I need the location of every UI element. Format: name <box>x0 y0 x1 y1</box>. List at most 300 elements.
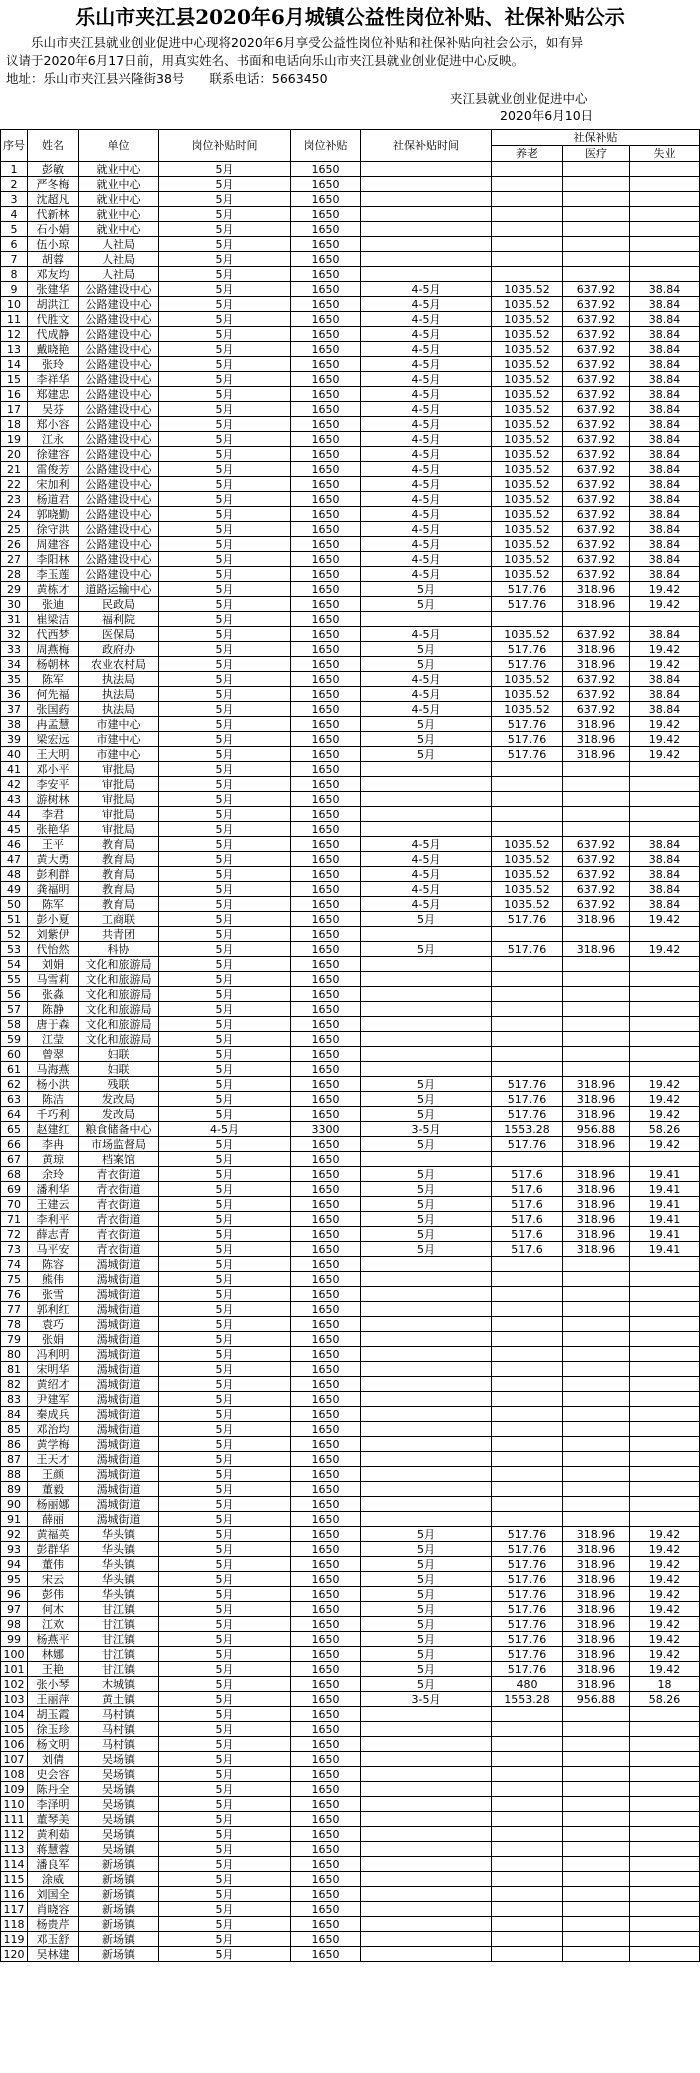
cell-pension <box>492 1752 563 1767</box>
cell-ss-time: 5月 <box>361 1677 492 1692</box>
cell-unit: 公路建设中心 <box>79 282 159 297</box>
cell-seq: 5 <box>1 222 28 237</box>
cell-unit: 就业中心 <box>79 192 159 207</box>
cell-post-time: 5月 <box>159 1182 291 1197</box>
header-unemployment: 失业 <box>630 146 700 162</box>
table-row <box>1 657 700 672</box>
cell-name: 邓治均 <box>28 1422 79 1437</box>
cell-unemployment: 38.84 <box>630 432 700 447</box>
cell-ss-time <box>361 1317 492 1332</box>
cell-ss-time: 4-5月 <box>361 432 492 447</box>
table-row <box>1 1542 700 1557</box>
cell-post-time: 5月 <box>159 792 291 807</box>
cell-medical: 318.96 <box>563 1527 630 1542</box>
cell-unemployment <box>630 1872 700 1887</box>
cell-post-subsidy: 1650 <box>291 162 361 177</box>
cell-pension: 517.76 <box>492 597 563 612</box>
cell-name: 李玉莲 <box>28 567 79 582</box>
cell-post-time: 5月 <box>159 1752 291 1767</box>
cell-post-subsidy: 1650 <box>291 1227 361 1242</box>
cell-medical: 637.92 <box>563 537 630 552</box>
table-row <box>1 1212 700 1227</box>
cell-ss-time <box>361 222 492 237</box>
cell-name: 张娟 <box>28 1332 79 1347</box>
cell-medical <box>563 1902 630 1917</box>
cell-pension: 517.76 <box>492 1107 563 1122</box>
cell-unit: 教育局 <box>79 852 159 867</box>
cell-seq: 98 <box>1 1617 28 1632</box>
cell-post-subsidy: 1650 <box>291 717 361 732</box>
cell-name: 马雪莉 <box>28 972 79 987</box>
cell-unit: 公路建设中心 <box>79 507 159 522</box>
cell-post-time: 5月 <box>159 1527 291 1542</box>
cell-medical: 318.96 <box>563 1242 630 1257</box>
cell-pension <box>492 252 563 267</box>
table-row <box>1 1227 700 1242</box>
cell-post-time: 5月 <box>159 1692 291 1707</box>
cell-post-time: 5月 <box>159 822 291 837</box>
cell-name: 涂威 <box>28 1872 79 1887</box>
cell-unemployment <box>630 1002 700 1017</box>
table-row <box>1 882 700 897</box>
cell-ss-time <box>361 807 492 822</box>
header-post-subsidy: 岗位补贴 <box>291 130 361 162</box>
cell-seq: 105 <box>1 1722 28 1737</box>
cell-seq: 33 <box>1 642 28 657</box>
cell-post-subsidy: 1650 <box>291 342 361 357</box>
cell-unemployment <box>630 1932 700 1947</box>
cell-name: 李阳林 <box>28 552 79 567</box>
cell-post-subsidy: 1650 <box>291 1707 361 1722</box>
cell-ss-time: 5月 <box>361 732 492 747</box>
cell-name: 陈军 <box>28 897 79 912</box>
cell-post-time: 5月 <box>159 537 291 552</box>
cell-unit: 漹城街道 <box>79 1377 159 1392</box>
cell-unemployment: 38.84 <box>630 552 700 567</box>
cell-seq: 73 <box>1 1242 28 1257</box>
cell-medical: 318.96 <box>563 1617 630 1632</box>
cell-pension: 517.76 <box>492 1632 563 1647</box>
cell-ss-time <box>361 1407 492 1422</box>
cell-seq: 32 <box>1 627 28 642</box>
cell-post-subsidy: 1650 <box>291 1422 361 1437</box>
cell-pension: 480 <box>492 1677 563 1692</box>
cell-medical <box>563 1332 630 1347</box>
cell-unemployment: 19.42 <box>630 1077 700 1092</box>
cell-pension: 517.6 <box>492 1167 563 1182</box>
cell-medical: 637.92 <box>563 282 630 297</box>
cell-post-time: 5月 <box>159 1512 291 1527</box>
cell-unit: 漹城街道 <box>79 1512 159 1527</box>
cell-pension <box>492 237 563 252</box>
cell-unit: 档案馆 <box>79 1152 159 1167</box>
cell-ss-time: 5月 <box>361 717 492 732</box>
cell-pension: 517.76 <box>492 732 563 747</box>
cell-post-time: 5月 <box>159 912 291 927</box>
cell-post-subsidy: 1650 <box>291 177 361 192</box>
cell-seq: 62 <box>1 1077 28 1092</box>
cell-post-subsidy: 1650 <box>291 1767 361 1782</box>
cell-post-time: 5月 <box>159 1017 291 1032</box>
cell-post-subsidy: 1650 <box>291 432 361 447</box>
cell-name: 王丽萍 <box>28 1692 79 1707</box>
table-row <box>1 1302 700 1317</box>
cell-seq: 11 <box>1 312 28 327</box>
cell-post-subsidy: 1650 <box>291 1512 361 1527</box>
cell-ss-time: 5月 <box>361 1077 492 1092</box>
table-row <box>1 1152 700 1167</box>
cell-unemployment: 58.26 <box>630 1122 700 1137</box>
cell-medical <box>563 1047 630 1062</box>
cell-unemployment: 38.84 <box>630 297 700 312</box>
cell-seq: 54 <box>1 957 28 972</box>
cell-unit: 华头镇 <box>79 1542 159 1557</box>
cell-ss-time <box>361 1437 492 1452</box>
cell-medical: 318.96 <box>563 732 630 747</box>
cell-post-subsidy: 1650 <box>291 582 361 597</box>
table-row <box>1 552 700 567</box>
cell-ss-time: 4-5月 <box>361 507 492 522</box>
cell-post-time: 5月 <box>159 1557 291 1572</box>
table-row <box>1 1437 700 1452</box>
cell-post-subsidy: 1650 <box>291 1752 361 1767</box>
cell-post-time: 5月 <box>159 927 291 942</box>
cell-unit: 华头镇 <box>79 1557 159 1572</box>
cell-post-subsidy: 1650 <box>291 1692 361 1707</box>
cell-medical <box>563 1017 630 1032</box>
header-post-time: 岗位补贴时间 <box>159 130 291 162</box>
cell-unit: 公路建设中心 <box>79 372 159 387</box>
cell-ss-time <box>361 1827 492 1842</box>
cell-pension: 517.76 <box>492 1092 563 1107</box>
cell-pension <box>492 1827 563 1842</box>
cell-seq: 30 <box>1 597 28 612</box>
table-row <box>1 582 700 597</box>
cell-post-subsidy: 1650 <box>291 1572 361 1587</box>
cell-pension: 1035.52 <box>492 672 563 687</box>
cell-unit: 青衣街道 <box>79 1212 159 1227</box>
header-pension: 养老 <box>492 146 563 162</box>
cell-medical <box>563 1842 630 1857</box>
cell-medical <box>563 972 630 987</box>
cell-post-subsidy: 1650 <box>291 252 361 267</box>
cell-post-time: 5月 <box>159 1707 291 1722</box>
cell-unit: 市建中心 <box>79 717 159 732</box>
cell-ss-time <box>361 987 492 1002</box>
cell-post-subsidy: 1650 <box>291 912 361 927</box>
cell-name: 黄学梅 <box>28 1437 79 1452</box>
cell-medical <box>563 1512 630 1527</box>
cell-seq: 60 <box>1 1047 28 1062</box>
cell-post-subsidy: 1650 <box>291 1092 361 1107</box>
cell-post-time: 5月 <box>159 1452 291 1467</box>
cell-seq: 90 <box>1 1497 28 1512</box>
table-row <box>1 642 700 657</box>
header-ss-subsidy: 社保补贴 <box>492 130 700 146</box>
cell-pension: 1035.52 <box>492 327 563 342</box>
cell-unemployment: 38.84 <box>630 507 700 522</box>
cell-name: 蒋慧蓉 <box>28 1842 79 1857</box>
cell-unit: 审批局 <box>79 777 159 792</box>
table-row <box>1 1317 700 1332</box>
cell-post-subsidy: 1650 <box>291 1047 361 1062</box>
cell-pension: 1035.52 <box>492 477 563 492</box>
cell-seq: 36 <box>1 687 28 702</box>
cell-pension: 1035.52 <box>492 342 563 357</box>
cell-post-time: 5月 <box>159 1842 291 1857</box>
cell-pension <box>492 177 563 192</box>
cell-medical <box>563 1887 630 1902</box>
cell-ss-time: 4-5月 <box>361 447 492 462</box>
cell-medical <box>563 1032 630 1047</box>
cell-name: 尹建军 <box>28 1392 79 1407</box>
cell-seq: 83 <box>1 1392 28 1407</box>
cell-name: 张迪 <box>28 597 79 612</box>
cell-name: 杨丽娜 <box>28 1497 79 1512</box>
cell-pension <box>492 822 563 837</box>
cell-post-subsidy: 1650 <box>291 702 361 717</box>
cell-post-subsidy: 1650 <box>291 1647 361 1662</box>
table-row <box>1 897 700 912</box>
cell-post-time: 5月 <box>159 1212 291 1227</box>
cell-ss-time: 5月 <box>361 1092 492 1107</box>
cell-medical: 956.88 <box>563 1692 630 1707</box>
cell-ss-time: 4-5月 <box>361 627 492 642</box>
cell-post-subsidy: 1650 <box>291 387 361 402</box>
table-row <box>1 1512 700 1527</box>
cell-pension: 517.76 <box>492 1662 563 1677</box>
cell-seq: 31 <box>1 612 28 627</box>
cell-medical <box>563 1257 630 1272</box>
table-row <box>1 1527 700 1542</box>
cell-name: 郑小容 <box>28 417 79 432</box>
cell-pension: 1035.52 <box>492 282 563 297</box>
cell-ss-time: 4-5月 <box>361 672 492 687</box>
cell-name: 潘良军 <box>28 1857 79 1872</box>
cell-seq: 113 <box>1 1842 28 1857</box>
cell-post-time: 5月 <box>159 762 291 777</box>
cell-post-subsidy: 1650 <box>291 1407 361 1422</box>
table-row <box>1 1062 700 1077</box>
cell-unit: 公路建设中心 <box>79 402 159 417</box>
cell-unit: 华头镇 <box>79 1587 159 1602</box>
cell-name: 唐于森 <box>28 1017 79 1032</box>
cell-post-time: 5月 <box>159 642 291 657</box>
cell-unit: 吴场镇 <box>79 1782 159 1797</box>
cell-post-time: 5月 <box>159 507 291 522</box>
cell-medical: 637.92 <box>563 342 630 357</box>
cell-seq: 112 <box>1 1827 28 1842</box>
cell-unit: 文化和旅游局 <box>79 1017 159 1032</box>
cell-pension <box>492 1482 563 1497</box>
cell-pension: 517.76 <box>492 1527 563 1542</box>
cell-medical: 318.96 <box>563 912 630 927</box>
cell-post-subsidy: 1650 <box>291 897 361 912</box>
cell-post-time: 5月 <box>159 852 291 867</box>
table-row <box>1 1167 700 1182</box>
cell-post-subsidy: 1650 <box>291 777 361 792</box>
cell-post-subsidy: 1650 <box>291 1902 361 1917</box>
cell-unemployment: 38.84 <box>630 537 700 552</box>
cell-seq: 27 <box>1 552 28 567</box>
cell-post-time: 5月 <box>159 207 291 222</box>
cell-unit: 公路建设中心 <box>79 357 159 372</box>
cell-unit: 吴场镇 <box>79 1812 159 1827</box>
cell-pension: 1035.52 <box>492 372 563 387</box>
cell-post-time: 5月 <box>159 597 291 612</box>
cell-unemployment <box>630 1047 700 1062</box>
cell-seq: 77 <box>1 1302 28 1317</box>
cell-pension: 517.76 <box>492 942 563 957</box>
cell-post-time: 5月 <box>159 462 291 477</box>
cell-post-subsidy: 1650 <box>291 1272 361 1287</box>
cell-name: 张雪 <box>28 1287 79 1302</box>
cell-medical: 637.92 <box>563 477 630 492</box>
cell-post-subsidy: 1650 <box>291 732 361 747</box>
cell-post-time: 5月 <box>159 1287 291 1302</box>
cell-pension <box>492 1902 563 1917</box>
cell-name: 郑建忠 <box>28 387 79 402</box>
cell-post-time: 5月 <box>159 1272 291 1287</box>
table-row <box>1 1617 700 1632</box>
cell-name: 代怡然 <box>28 942 79 957</box>
cell-name: 林娜 <box>28 1647 79 1662</box>
cell-medical <box>563 1377 630 1392</box>
cell-pension <box>492 1362 563 1377</box>
cell-seq: 46 <box>1 837 28 852</box>
cell-name: 邓小平 <box>28 762 79 777</box>
cell-seq: 51 <box>1 912 28 927</box>
cell-post-subsidy: 1650 <box>291 1932 361 1947</box>
cell-post-subsidy: 1650 <box>291 1467 361 1482</box>
cell-medical: 318.96 <box>563 1542 630 1557</box>
table-row <box>1 162 700 177</box>
cell-pension: 517.76 <box>492 1647 563 1662</box>
cell-medical: 637.92 <box>563 417 630 432</box>
cell-unemployment: 38.84 <box>630 837 700 852</box>
cell-post-subsidy: 1650 <box>291 1362 361 1377</box>
cell-unemployment: 38.84 <box>630 312 700 327</box>
cell-pension <box>492 1407 563 1422</box>
table-row <box>1 1047 700 1062</box>
cell-pension <box>492 1497 563 1512</box>
cell-post-subsidy: 1650 <box>291 1212 361 1227</box>
cell-seq: 79 <box>1 1332 28 1347</box>
cell-medical <box>563 1437 630 1452</box>
cell-unemployment <box>630 1947 700 1962</box>
cell-post-subsidy: 1650 <box>291 597 361 612</box>
cell-medical: 637.92 <box>563 507 630 522</box>
cell-unemployment <box>630 1827 700 1842</box>
table-row <box>1 807 700 822</box>
cell-post-time: 5月 <box>159 1542 291 1557</box>
table-row <box>1 1902 700 1917</box>
cell-pension: 1035.52 <box>492 507 563 522</box>
cell-unit: 审批局 <box>79 822 159 837</box>
cell-unit: 文化和旅游局 <box>79 1032 159 1047</box>
table-row <box>1 237 700 252</box>
cell-post-time: 5月 <box>159 1227 291 1242</box>
table-row <box>1 1872 700 1887</box>
cell-post-time: 5月 <box>159 1722 291 1737</box>
cell-pension <box>492 1857 563 1872</box>
cell-medical: 637.92 <box>563 522 630 537</box>
cell-unemployment: 58.26 <box>630 1692 700 1707</box>
cell-post-subsidy: 1650 <box>291 447 361 462</box>
cell-unit: 漹城街道 <box>79 1302 159 1317</box>
cell-unemployment: 38.84 <box>630 627 700 642</box>
cell-ss-time: 5月 <box>361 1542 492 1557</box>
cell-medical <box>563 612 630 627</box>
cell-post-subsidy: 1650 <box>291 657 361 672</box>
cell-name: 张建华 <box>28 282 79 297</box>
cell-name: 宋云 <box>28 1572 79 1587</box>
cell-unemployment: 19.41 <box>630 1227 700 1242</box>
cell-seq: 19 <box>1 432 28 447</box>
table-row <box>1 357 700 372</box>
cell-post-subsidy: 1650 <box>291 1257 361 1272</box>
cell-post-time: 5月 <box>159 1872 291 1887</box>
cell-name: 代成静 <box>28 327 79 342</box>
cell-unit: 文化和旅游局 <box>79 972 159 987</box>
cell-name: 杨燕平 <box>28 1632 79 1647</box>
cell-post-time: 5月 <box>159 672 291 687</box>
cell-seq: 35 <box>1 672 28 687</box>
cell-unemployment <box>630 1902 700 1917</box>
cell-medical: 318.96 <box>563 1602 630 1617</box>
table-row <box>1 792 700 807</box>
cell-seq: 47 <box>1 852 28 867</box>
cell-unit: 漹城街道 <box>79 1467 159 1482</box>
cell-unemployment: 19.42 <box>630 732 700 747</box>
cell-post-subsidy: 1650 <box>291 882 361 897</box>
cell-medical <box>563 1767 630 1782</box>
cell-seq: 10 <box>1 297 28 312</box>
cell-medical: 318.96 <box>563 1587 630 1602</box>
cell-pension <box>492 957 563 972</box>
cell-unemployment <box>630 987 700 1002</box>
cell-post-subsidy: 1650 <box>291 1587 361 1602</box>
cell-seq: 48 <box>1 867 28 882</box>
cell-medical <box>563 252 630 267</box>
cell-medical <box>563 1482 630 1497</box>
cell-pension <box>492 927 563 942</box>
cell-seq: 44 <box>1 807 28 822</box>
cell-name: 张玲 <box>28 357 79 372</box>
cell-ss-time <box>361 762 492 777</box>
table-row <box>1 1737 700 1752</box>
cell-pension: 517.76 <box>492 642 563 657</box>
cell-medical: 637.92 <box>563 852 630 867</box>
cell-pension: 1035.52 <box>492 492 563 507</box>
cell-name: 代西梦 <box>28 627 79 642</box>
cell-name: 黄利茹 <box>28 1827 79 1842</box>
cell-unemployment <box>630 237 700 252</box>
cell-unit: 残联 <box>79 1077 159 1092</box>
cell-post-time: 5月 <box>159 357 291 372</box>
cell-post-time: 5月 <box>159 1887 291 1902</box>
cell-unemployment <box>630 267 700 282</box>
cell-post-time: 5月 <box>159 1152 291 1167</box>
cell-seq: 72 <box>1 1227 28 1242</box>
cell-ss-time: 4-5月 <box>361 552 492 567</box>
cell-seq: 7 <box>1 252 28 267</box>
cell-name: 周燕梅 <box>28 642 79 657</box>
cell-ss-time <box>361 1257 492 1272</box>
cell-seq: 84 <box>1 1407 28 1422</box>
cell-pension <box>492 222 563 237</box>
cell-ss-time: 5月 <box>361 1647 492 1662</box>
